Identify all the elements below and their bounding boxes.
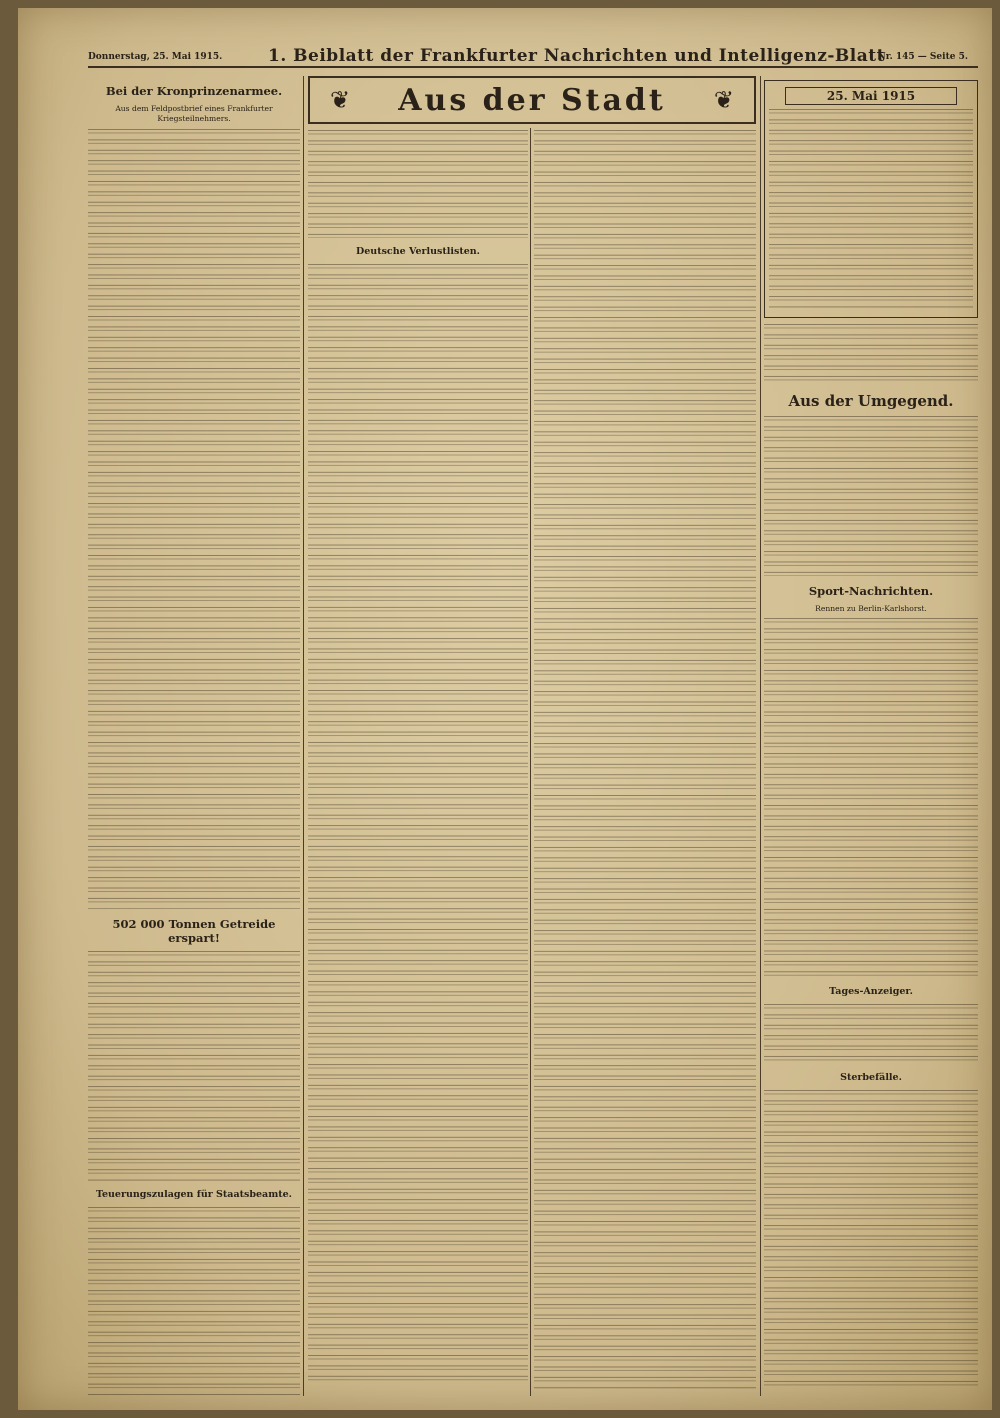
date-box: [764, 80, 978, 318]
article-body: [764, 1004, 978, 1064]
column-1: [88, 76, 300, 1396]
newspaper-page: [18, 8, 992, 1410]
column-3: [534, 130, 756, 1396]
article-body: [764, 324, 978, 384]
article-headline: Teuerungszulagen für Staatsbeamte.: [96, 1188, 292, 1200]
article-body: [769, 109, 973, 309]
ornament-icon: ❦: [330, 86, 351, 114]
article-body: [88, 1207, 300, 1396]
section-banner: [308, 76, 756, 124]
article-body: [764, 1090, 978, 1390]
article-body: [764, 416, 978, 576]
column-2: [308, 130, 528, 1396]
paper-title: 1. Beiblatt der Frankfurter Nachrichten und Intelligenz-Blatt: [268, 46, 885, 66]
ornament-icon: ❦: [713, 86, 734, 114]
article-body: [308, 264, 528, 1384]
article-subhead: Aus dem Feldpostbrief eines Frankfurter Kriegsteilnehmers.: [115, 104, 273, 124]
article-body: [764, 618, 978, 978]
article-headline: Deutsche Verlustlisten.: [356, 246, 480, 257]
column-rule: [303, 76, 304, 1396]
issue-date: Donnerstag, 25. Mai 1915.: [88, 52, 223, 62]
masthead: [88, 46, 978, 68]
column-4: [764, 76, 978, 1396]
column-rule: [760, 76, 761, 1396]
article-headline: Sterbefälle.: [840, 1072, 902, 1084]
article-body: [308, 130, 528, 238]
article-headline: 502 000 Tonnen Getreide erspart!: [112, 916, 276, 945]
article-subhead: Rennen zu Berlin-Karlshorst.: [815, 604, 927, 613]
article-body: [88, 129, 300, 909]
section-title: Aus der Stadt: [398, 82, 666, 118]
article-body: [88, 951, 300, 1181]
page-number: Nr. 145 — Seite 5.: [877, 52, 968, 62]
article-headline: Bei der Kronprinzenarmee.: [105, 84, 283, 98]
article-headline: Aus der Umgegend.: [788, 392, 954, 410]
article-headline: Sport-Nachrichten.: [808, 584, 934, 598]
article-body: [534, 130, 756, 1390]
article-headline: Tages-Anzeiger.: [829, 986, 913, 998]
date-box-title: 25. Mai 1915: [785, 87, 957, 105]
column-rule: [530, 128, 531, 1396]
